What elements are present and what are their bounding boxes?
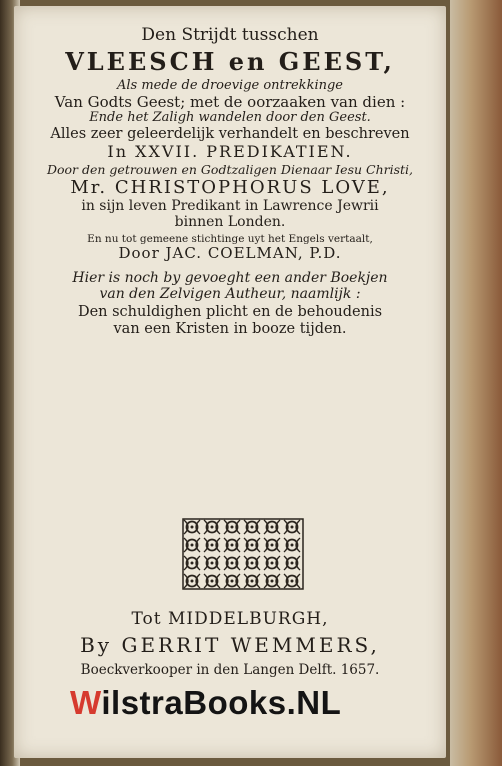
book-cover-edge [450, 0, 502, 766]
title-line-10: in sijn leven Predikant in Lawrence Jewrii [81, 198, 379, 215]
watermark-text: ilstraBooks.NL [101, 684, 342, 721]
wilstrabooks-watermark [70, 684, 341, 722]
printers-ornament-icon [182, 518, 304, 590]
imprint-address-year: Boeckverkooper in den Langen Delft. 1657. [80, 661, 380, 678]
title-line-17: van een Kristen in booze tijden. [113, 320, 347, 337]
imprint-printer: By GERRIT WEMMERS, [80, 632, 380, 657]
title-line-8: Door den getrouwen en Godtzaligen Dienaar Iesu Christi, [46, 162, 414, 178]
imprint-place: Tot MIDDELBURGH, [131, 609, 329, 629]
watermark-initial: W [70, 684, 102, 721]
title-block [14, 26, 446, 337]
imprint-block [14, 610, 446, 678]
title-page [14, 6, 446, 758]
title-line-4: Van Godts Geest; met de oorzaaken van dien : [54, 93, 406, 112]
author-name: Mr. CHRISTOPHORUS LOVE, [70, 176, 390, 198]
title-line-12: En nu tot gemeene stichtinge uyt het Engels vertaalt, [87, 232, 373, 245]
title-line-15: van den Zelvigen Autheur, naamlijk : [99, 285, 361, 302]
title-line-1: Den Strijdt tusschen [141, 25, 319, 45]
title-line-14: Hier is noch by gevoeght een ander Boekjen [72, 269, 388, 286]
title-line-3: Als mede de droevige ontrekkinge [116, 78, 343, 94]
title-line-16: Den schuldighen plicht en de behoudenis [77, 304, 383, 321]
title-line-5: Ende het Zaligh wandelen door den Geest. [89, 110, 371, 126]
title-line-6: Alles zeer geleerdelijk verhandelt en beschreven [50, 126, 410, 143]
title-line-7: In XXVII. PREDIKATIEN. [107, 141, 353, 161]
title-line-11: binnen Londen. [174, 214, 286, 231]
title-line-2: VLEESCH en GEEST, [65, 46, 395, 76]
translator-line: Door JAC. COELMAN, P.D. [118, 243, 342, 262]
